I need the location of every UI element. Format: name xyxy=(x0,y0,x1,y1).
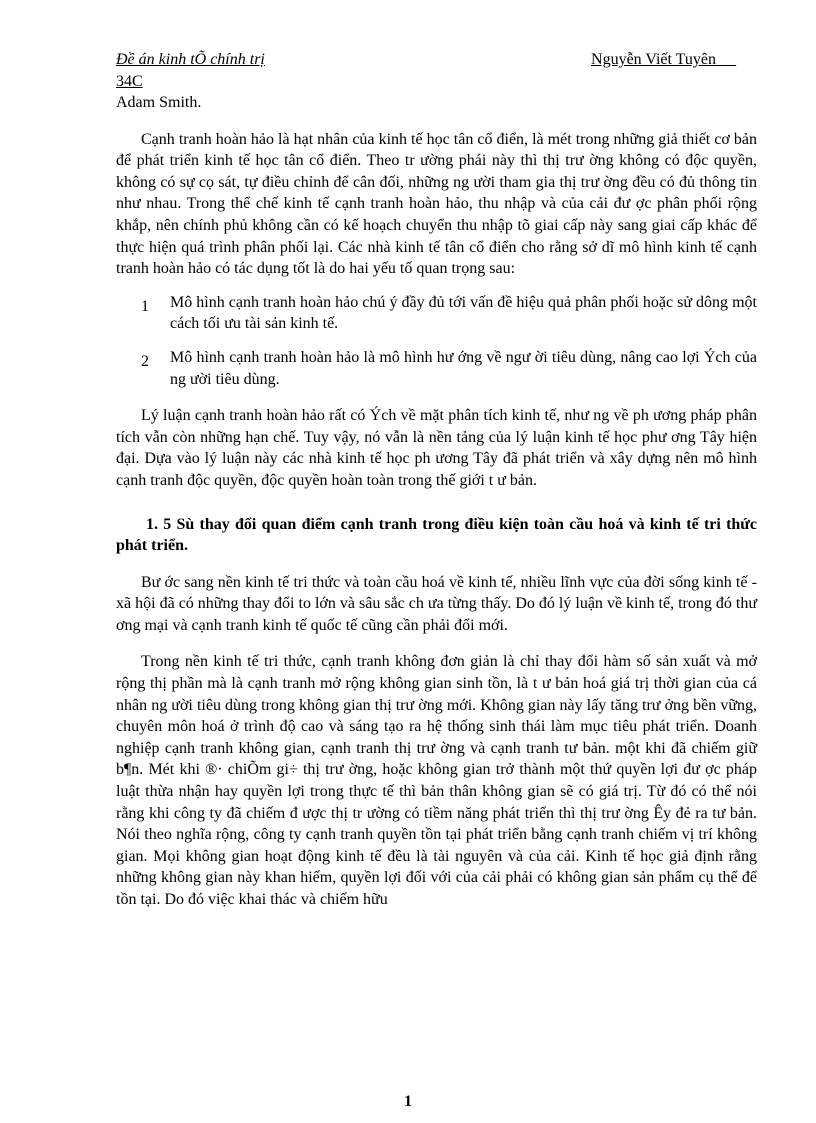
paragraph-intro: Adam Smith. xyxy=(116,94,202,111)
page-header xyxy=(116,50,736,92)
paragraph-theory-limits: Lý luận cạnh tranh hoàn hảo rất có Ých về mặt phân tích kinh tế, như ng về ph ương pháp phân tích vẫn còn những hạn chế. Tuy vậy, nó vẫn là nền tảng của lý luận kinh tế học phư ơng Tây hiện đại. Dựa vào lý luận này các nhà kinh tế học ph ương Tây đã phát triển và xây dựng nên mô hình cạnh tranh độc quyền, độc quyền hoàn toàn trong thế giới t ư bản. xyxy=(116,407,757,489)
header-continuation: 34C xyxy=(116,73,143,90)
paragraph-perfect-competition: Cạnh tranh hoàn hảo là hạt nhân của kinh tế học tân cổ điển, là mét trong những giả thiết cơ bản để phát triển kinh tế học tân cổ điển. Theo tr ường phái này thì thị trư ờng không có độc quyền, không có sự cọ sát, tự điều chỉnh để cân đối, những ng ười tham gia thị trư ờng đều có đủ thông tin như nhau. Trong thể chế kinh tế cạnh tranh hoàn hảo, thu nhập và của cải đư ợc phân phối rộng khắp, nên chính phủ không cần có kế hoạch chuyển thu nhập tõ giai cấp này sang giai cấp khác để thực hiện quá trình phân phối lại. Các nhà kinh tế tân cổ điển cho rằng sở dĩ mô hình kinh tế cạnh tranh hoàn hảo có tác dụng tốt là do hai yếu tố quan trọng sau: xyxy=(116,130,757,278)
header-author: Nguyễn Viết Tuyên __ xyxy=(591,51,736,68)
list-text: Mô hình cạnh tranh hoàn hảo là mô hình hư ớng về ngư ời tiêu dùng, nâng cao lợi Ých của ng ười tiêu dùng. xyxy=(170,348,757,388)
header-title: Đề án kinh tÕ chính trị xyxy=(116,51,265,68)
paragraph-knowledge-economy: Bư ớc sang nền kinh tế tri thức và toàn cầu hoá về kinh tế, nhiều lĩnh vực của đời sống kinh tế - xã hội đã có những thay đổi to lớn và sâu sắc ch ưa từng thấy. Do đó lý luận về kinh tế, trong đó thư ơng mại và cạnh tranh kinh tế quốc tế cũng cần phải đổi mới. xyxy=(116,573,757,634)
page-number: 1 xyxy=(404,1093,412,1110)
document-body xyxy=(116,92,757,911)
paragraph-space-competition: Trong nền kinh tế tri thức, cạnh tranh không đơn giản là chỉ thay đổi hàm số sản xuất và mở rộng thị phần mà là cạnh tranh mở rộng không gian sinh tồn, là t ư bản hoá giá trị thời gian của cá nhân ng ười tiêu dùng trong không gian thị trư ờng mới. Không gian này lấy tăng trư ởng bền vững, chuyên môn hoá ở trình độ cao và sáng tạo ra hệ thống sinh thái làm mục tiêu phát triển. Doanh nghiệp cạnh tranh không gian, cạnh tranh thị trư ờng và cạnh tranh tư bản. một khi đã chiếm giữ b¶n. Mét khi ®· chiÕm gi÷ thị trư ờng, hoặc không gian trở thành một thứ quyền lợi đư ợc pháp luật thừa nhận hay quyền lợi trong thực tế thì bản thân không gian sẽ có giá trị. Từ đó có thể nói rằng khi công ty đã chiếm đ ược thị tr ường có tiềm năng phát triển thì thị trư ờng Êy đẻ ra tư bản. Nói theo nghĩa rộng, công ty cạnh tranh quyền tồn tại phát triển bằng cạnh tranh chiếm vị trí không gian. Mọi không gian hoạt động kinh tế đều là tài nguyên và của cải. Kinh tế học giả định rằng những không gian này khan hiếm, quyền lợi đối với của cải phải có không gian sản phẩm cụ thể để tồn tại. Do đó việc khai thác và chiếm hữu xyxy=(116,653,757,908)
list-number: 1 xyxy=(141,297,149,315)
list-item-2 xyxy=(116,347,757,390)
list-text: Mô hình cạnh tranh hoàn hảo chú ý đầy đủ tới vấn đề hiệu quả phân phối hoặc sử dông một cách tối ưu tài sản kinh tế. xyxy=(170,293,757,333)
list-number: 2 xyxy=(141,352,149,370)
list-item-1 xyxy=(116,292,757,335)
section-heading: 1. 5 Sù thay đổi quan điểm cạnh tranh trong điều kiện toàn cầu hoá và kinh tế tri thức phát triển. xyxy=(116,515,757,555)
header-row xyxy=(116,50,736,70)
